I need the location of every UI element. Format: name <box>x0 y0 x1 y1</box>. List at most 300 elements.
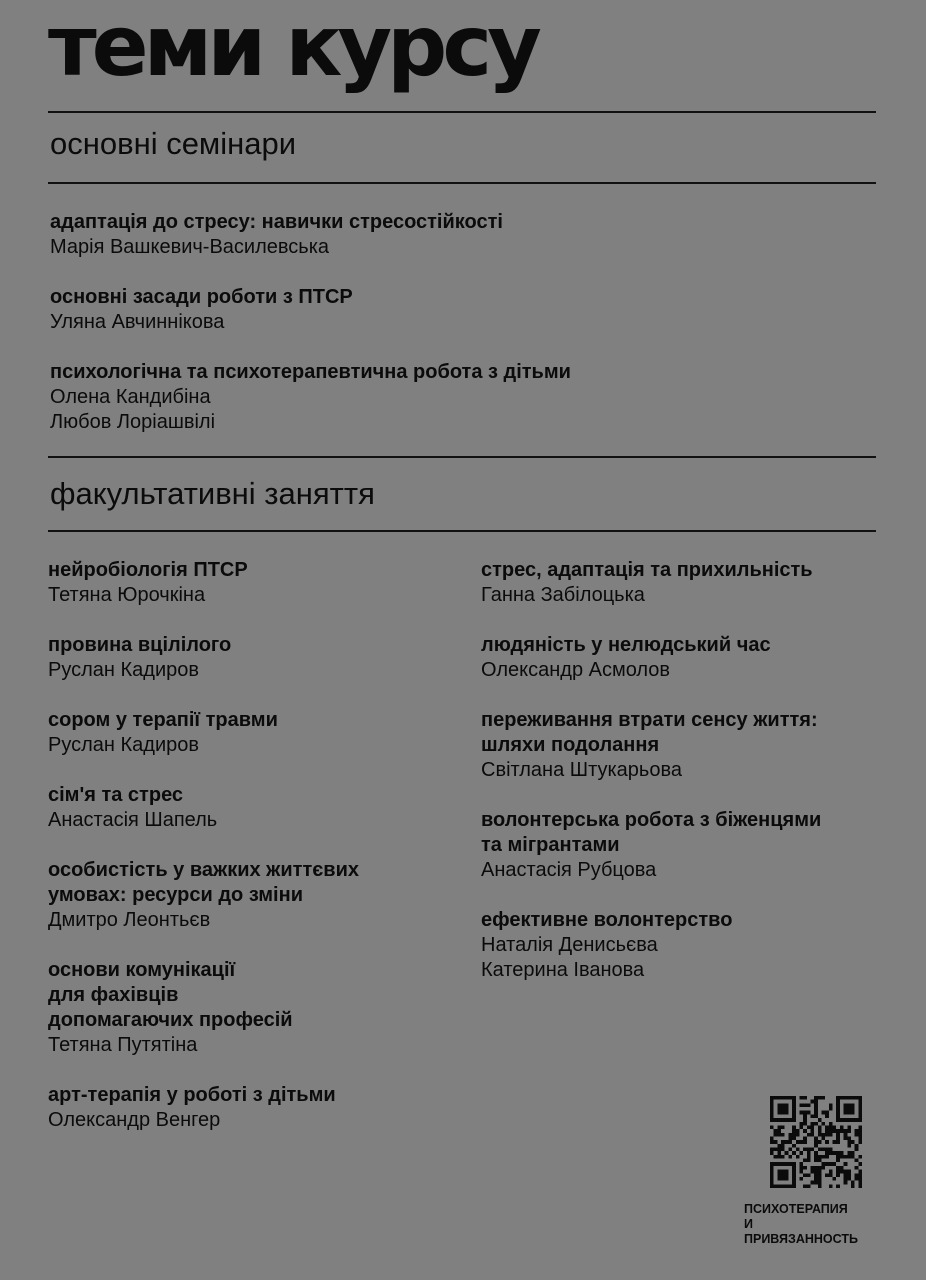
qr-module <box>785 1103 789 1107</box>
qr-module <box>807 1111 811 1115</box>
qr-module <box>799 1177 803 1181</box>
qr-module <box>822 1096 826 1100</box>
qr-module <box>829 1184 833 1188</box>
qr-module <box>847 1170 851 1174</box>
qr-module <box>829 1162 833 1166</box>
qr-module <box>814 1170 818 1174</box>
elective-title: стрес, адаптація та прихильність <box>481 559 813 581</box>
qr-module <box>792 1129 796 1133</box>
qr-module <box>810 1100 814 1104</box>
qr-module <box>796 1140 800 1144</box>
qr-module <box>807 1148 811 1152</box>
elective-item <box>481 558 881 608</box>
qr-module <box>814 1114 818 1118</box>
elective-item <box>48 783 448 833</box>
qr-module <box>810 1129 814 1133</box>
qr-module <box>785 1184 789 1188</box>
qr-module <box>777 1144 781 1148</box>
qr-module <box>781 1173 785 1177</box>
qr-module <box>781 1140 785 1144</box>
qr-module <box>799 1122 803 1126</box>
qr-module <box>858 1181 862 1185</box>
elective-item <box>48 1083 448 1133</box>
qr-module <box>803 1148 807 1152</box>
qr-module <box>822 1136 826 1140</box>
qr-module <box>785 1140 789 1144</box>
qr-module <box>785 1173 789 1177</box>
qr-module <box>844 1136 848 1140</box>
qr-module <box>799 1096 803 1100</box>
qr-module <box>777 1151 781 1155</box>
qr-module <box>829 1129 833 1133</box>
qr-module <box>836 1100 840 1104</box>
qr-module <box>799 1140 803 1144</box>
qr-module <box>807 1155 811 1159</box>
qr-module <box>818 1148 822 1152</box>
qr-module <box>792 1151 796 1155</box>
elective-item <box>48 958 448 1058</box>
qr-module <box>833 1162 837 1166</box>
qr-module <box>777 1184 781 1188</box>
qr-module <box>855 1173 859 1177</box>
qr-module <box>844 1111 848 1115</box>
qr-block <box>744 1096 884 1247</box>
qr-module <box>825 1155 829 1159</box>
qr-module <box>847 1177 851 1181</box>
qr-module <box>777 1148 781 1152</box>
qr-module <box>807 1103 811 1107</box>
qr-module <box>803 1184 807 1188</box>
qr-module <box>770 1170 774 1174</box>
qr-module <box>858 1133 862 1137</box>
qr-module <box>851 1155 855 1159</box>
qr-module <box>847 1118 851 1122</box>
qr-module <box>774 1096 778 1100</box>
qr-module <box>851 1103 855 1107</box>
qr-module <box>770 1184 774 1188</box>
qr-module <box>840 1118 844 1122</box>
qr-module <box>825 1114 829 1118</box>
qr-module <box>829 1103 833 1107</box>
elective-item <box>48 708 448 758</box>
qr-module <box>803 1129 807 1133</box>
elective-title: волонтерська робота з біженцями та мігрантами <box>481 809 822 856</box>
qr-module <box>851 1140 855 1144</box>
qr-module <box>810 1114 814 1118</box>
elective-title: арт-терапія у роботі з дітьми <box>48 1084 336 1106</box>
qr-module <box>781 1170 785 1174</box>
qr-module <box>777 1103 781 1107</box>
qr-module <box>825 1151 829 1155</box>
qr-module <box>788 1096 792 1100</box>
qr-module <box>851 1111 855 1115</box>
qr-module <box>810 1125 814 1129</box>
qr-module <box>777 1170 781 1174</box>
qr-module <box>810 1133 814 1137</box>
qr-module <box>803 1136 807 1140</box>
qr-module <box>796 1133 800 1137</box>
qr-module <box>814 1155 818 1159</box>
qr-module <box>822 1122 826 1126</box>
qr-module <box>855 1159 859 1163</box>
qr-module <box>847 1155 851 1159</box>
qr-module <box>855 1118 859 1122</box>
qr-module <box>770 1166 774 1170</box>
qr-module <box>829 1173 833 1177</box>
qr-module <box>833 1129 837 1133</box>
qr-module <box>844 1129 848 1133</box>
qr-module <box>858 1129 862 1133</box>
qr-module <box>836 1129 840 1133</box>
qr-module <box>829 1107 833 1111</box>
qr-module <box>825 1125 829 1129</box>
qr-module <box>788 1184 792 1188</box>
qr-module <box>829 1151 833 1155</box>
qr-module <box>858 1125 862 1129</box>
qr-module <box>777 1118 781 1122</box>
qr-module <box>829 1122 833 1126</box>
qr-module <box>818 1140 822 1144</box>
qr-module <box>829 1125 833 1129</box>
qr-module <box>825 1140 829 1144</box>
qr-module <box>781 1133 785 1137</box>
qr-module <box>803 1166 807 1170</box>
qr-module <box>847 1151 851 1155</box>
brand-caption: ПСИХОТЕРАПИЯ И ПРИВЯЗАННОСТЬ <box>744 1202 858 1246</box>
qr-module <box>840 1170 844 1174</box>
qr-module <box>825 1148 829 1152</box>
qr-module <box>847 1111 851 1115</box>
qr-module <box>774 1133 778 1137</box>
qr-module <box>781 1118 785 1122</box>
qr-module <box>818 1173 822 1177</box>
qr-module <box>799 1170 803 1174</box>
qr-module <box>807 1173 811 1177</box>
qr-module <box>770 1103 774 1107</box>
qr-module <box>851 1181 855 1185</box>
qr-module <box>803 1111 807 1115</box>
qr-module <box>822 1155 826 1159</box>
qr-module <box>807 1184 811 1188</box>
qr-module <box>844 1177 848 1181</box>
qr-module <box>818 1177 822 1181</box>
qr-module <box>825 1129 829 1133</box>
qr-module <box>770 1107 774 1111</box>
qr-module <box>810 1166 814 1170</box>
elective-title: переживання втрати сенсу життя: шляхи подолання <box>481 709 818 756</box>
qr-module <box>777 1177 781 1181</box>
qr-module <box>855 1148 859 1152</box>
seminar-author: Олена Кандибіна <box>50 386 211 408</box>
qr-module <box>803 1103 807 1107</box>
qr-module <box>851 1184 855 1188</box>
qr-module <box>855 1096 859 1100</box>
seminar-title: основні засади роботи з ПТСР <box>50 286 353 308</box>
qr-module <box>770 1111 774 1115</box>
elective-title: нейробіологія ПТСР <box>48 559 248 581</box>
qr-module <box>818 1184 822 1188</box>
elective-author: Ганна Забілоцька <box>481 584 645 606</box>
electives-right-column <box>481 558 881 1008</box>
qr-module <box>840 1151 844 1155</box>
qr-module <box>774 1155 778 1159</box>
qr-module <box>844 1173 848 1177</box>
qr-module <box>792 1181 796 1185</box>
qr-module <box>810 1170 814 1174</box>
qr-module <box>796 1148 800 1152</box>
elective-title: особистість у важких життєвих умовах: ресурси до зміни <box>48 859 360 906</box>
qr-module <box>836 1170 840 1174</box>
qr-module <box>836 1103 840 1107</box>
qr-module <box>788 1148 792 1152</box>
elective-title: сором у терапії травми <box>48 709 278 731</box>
qr-module <box>814 1181 818 1185</box>
qr-module <box>844 1181 848 1185</box>
elective-title: ефективне волонтерство <box>481 909 733 931</box>
qr-module <box>814 1103 818 1107</box>
qr-module <box>785 1151 789 1155</box>
elective-title: основи комунікації для фахівців допомагаючих професій <box>48 959 293 1031</box>
elective-item <box>48 633 448 683</box>
elective-item <box>481 633 881 683</box>
qr-module <box>844 1155 848 1159</box>
qr-module <box>785 1118 789 1122</box>
qr-module <box>770 1125 774 1129</box>
qr-module <box>858 1107 862 1111</box>
qr-module <box>770 1100 774 1104</box>
qr-module <box>792 1133 796 1137</box>
qr-module <box>840 1166 844 1170</box>
qr-module <box>858 1140 862 1144</box>
qr-module <box>774 1148 778 1152</box>
qr-module <box>818 1166 822 1170</box>
page-title: теми курсу <box>48 0 537 95</box>
main-seminars-heading: основні семінари <box>50 126 297 161</box>
qr-module <box>818 1133 822 1137</box>
qr-module <box>785 1107 789 1111</box>
qr-module <box>777 1133 781 1137</box>
qr-module <box>825 1111 829 1115</box>
qr-module <box>858 1184 862 1188</box>
qr-module <box>836 1133 840 1137</box>
seminar-item <box>50 360 870 435</box>
qr-module <box>792 1103 796 1107</box>
elective-author: Тетяна Юрочкіна <box>48 584 206 606</box>
main-seminars-list <box>50 210 870 460</box>
qr-module <box>777 1111 781 1115</box>
qr-module <box>847 1173 851 1177</box>
qr-module <box>788 1118 792 1122</box>
qr-module <box>774 1184 778 1188</box>
qr-module <box>777 1129 781 1133</box>
elective-item <box>48 558 448 608</box>
qr-module <box>814 1122 818 1126</box>
qr-module <box>844 1133 848 1137</box>
qr-module <box>803 1118 807 1122</box>
qr-module <box>814 1144 818 1148</box>
qr-module <box>836 1173 840 1177</box>
divider <box>48 530 876 532</box>
qr-module <box>814 1096 818 1100</box>
elective-author: Анастасія Рубцова <box>481 859 657 881</box>
qr-module <box>858 1155 862 1159</box>
qr-module <box>851 1151 855 1155</box>
qr-module <box>814 1107 818 1111</box>
elective-author: Олександр Асмолов <box>481 659 671 681</box>
qr-module <box>829 1170 833 1174</box>
qr-module <box>814 1159 818 1163</box>
qr-module <box>836 1136 840 1140</box>
qr-module <box>858 1111 862 1115</box>
qr-module <box>855 1166 859 1170</box>
qr-module <box>788 1140 792 1144</box>
qr-module <box>781 1144 785 1148</box>
qr-module <box>792 1177 796 1181</box>
qr-module <box>814 1173 818 1177</box>
qr-module <box>833 1177 837 1181</box>
elective-author: Дмитро Леонтьєв <box>48 909 211 931</box>
qr-module <box>851 1096 855 1100</box>
qr-module <box>855 1129 859 1133</box>
qr-module <box>803 1122 807 1126</box>
qr-module <box>810 1181 814 1185</box>
qr-module <box>847 1096 851 1100</box>
qr-module <box>770 1173 774 1177</box>
qr-module <box>803 1140 807 1144</box>
qr-module <box>796 1155 800 1159</box>
qr-module <box>847 1129 851 1133</box>
qr-module <box>818 1125 822 1129</box>
qr-module <box>833 1140 837 1144</box>
qr-code-icon[interactable] <box>770 1096 862 1188</box>
electives-left-column <box>48 558 448 1158</box>
qr-module <box>844 1107 848 1111</box>
elective-title: людяність у нелюдський час <box>481 634 771 656</box>
qr-module <box>799 1111 803 1115</box>
qr-module <box>818 1159 822 1163</box>
qr-module <box>855 1177 859 1181</box>
qr-module <box>836 1096 840 1100</box>
qr-module <box>770 1181 774 1185</box>
qr-module <box>844 1118 848 1122</box>
qr-module <box>829 1148 833 1152</box>
qr-module <box>774 1118 778 1122</box>
qr-module <box>836 1140 840 1144</box>
qr-module <box>858 1100 862 1104</box>
qr-module <box>858 1096 862 1100</box>
elective-title: провина вцілілого <box>48 634 232 656</box>
divider <box>48 182 876 184</box>
qr-module <box>858 1118 862 1122</box>
qr-module <box>788 1162 792 1166</box>
elective-author: Тетяна Путятіна <box>48 1034 198 1056</box>
qr-module <box>777 1162 781 1166</box>
qr-module <box>818 1096 822 1100</box>
qr-module <box>847 1140 851 1144</box>
qr-module <box>781 1096 785 1100</box>
qr-module <box>825 1173 829 1177</box>
qr-module <box>785 1162 789 1166</box>
qr-module <box>814 1166 818 1170</box>
qr-module <box>774 1129 778 1133</box>
qr-module <box>792 1166 796 1170</box>
qr-module <box>785 1177 789 1181</box>
divider <box>48 456 876 458</box>
qr-module <box>818 1181 822 1185</box>
qr-module <box>792 1136 796 1140</box>
qr-module <box>799 1151 803 1155</box>
qr-module <box>836 1151 840 1155</box>
elective-author: Олександр Венгер <box>48 1109 221 1131</box>
qr-module <box>833 1125 837 1129</box>
elective-author: Світлана Штукарьова <box>481 759 682 781</box>
qr-module <box>792 1144 796 1148</box>
qr-module <box>770 1151 774 1155</box>
qr-module <box>796 1129 800 1133</box>
qr-module <box>792 1114 796 1118</box>
qr-module <box>836 1159 840 1163</box>
seminar-item <box>50 210 870 260</box>
qr-module <box>792 1111 796 1115</box>
qr-module <box>844 1162 848 1166</box>
qr-module <box>822 1148 826 1152</box>
elective-item <box>481 808 881 883</box>
qr-module <box>833 1151 837 1155</box>
qr-module <box>851 1107 855 1111</box>
qr-module <box>774 1140 778 1144</box>
qr-module <box>781 1177 785 1181</box>
qr-module <box>858 1136 862 1140</box>
electives-heading: факультативні заняття <box>50 476 375 511</box>
qr-module <box>814 1136 818 1140</box>
qr-module <box>792 1118 796 1122</box>
qr-module <box>818 1170 822 1174</box>
qr-module <box>803 1096 807 1100</box>
qr-module <box>818 1118 822 1122</box>
qr-module <box>770 1136 774 1140</box>
qr-module <box>822 1111 826 1115</box>
qr-module <box>781 1148 785 1152</box>
qr-module <box>792 1100 796 1104</box>
qr-module <box>840 1096 844 1100</box>
seminar-author: Любов Лоріашвілі <box>50 411 216 433</box>
qr-module <box>836 1111 840 1115</box>
qr-module <box>844 1103 848 1107</box>
qr-module <box>807 1133 811 1137</box>
qr-module <box>836 1107 840 1111</box>
qr-module <box>814 1100 818 1104</box>
qr-module <box>781 1162 785 1166</box>
elective-author: Руслан Кадиров <box>48 659 199 681</box>
qr-module <box>855 1133 859 1137</box>
qr-module <box>822 1162 826 1166</box>
qr-module <box>858 1162 862 1166</box>
qr-module <box>840 1125 844 1129</box>
qr-module <box>814 1151 818 1155</box>
qr-module <box>847 1107 851 1111</box>
qr-module <box>799 1103 803 1107</box>
divider <box>48 111 876 113</box>
qr-module <box>814 1140 818 1144</box>
qr-module <box>781 1125 785 1129</box>
qr-module <box>792 1170 796 1174</box>
qr-module <box>770 1177 774 1181</box>
qr-module <box>803 1159 807 1163</box>
qr-module <box>777 1096 781 1100</box>
qr-module <box>781 1107 785 1111</box>
elective-author: Анастасія Шапель <box>48 809 218 831</box>
qr-module <box>792 1096 796 1100</box>
